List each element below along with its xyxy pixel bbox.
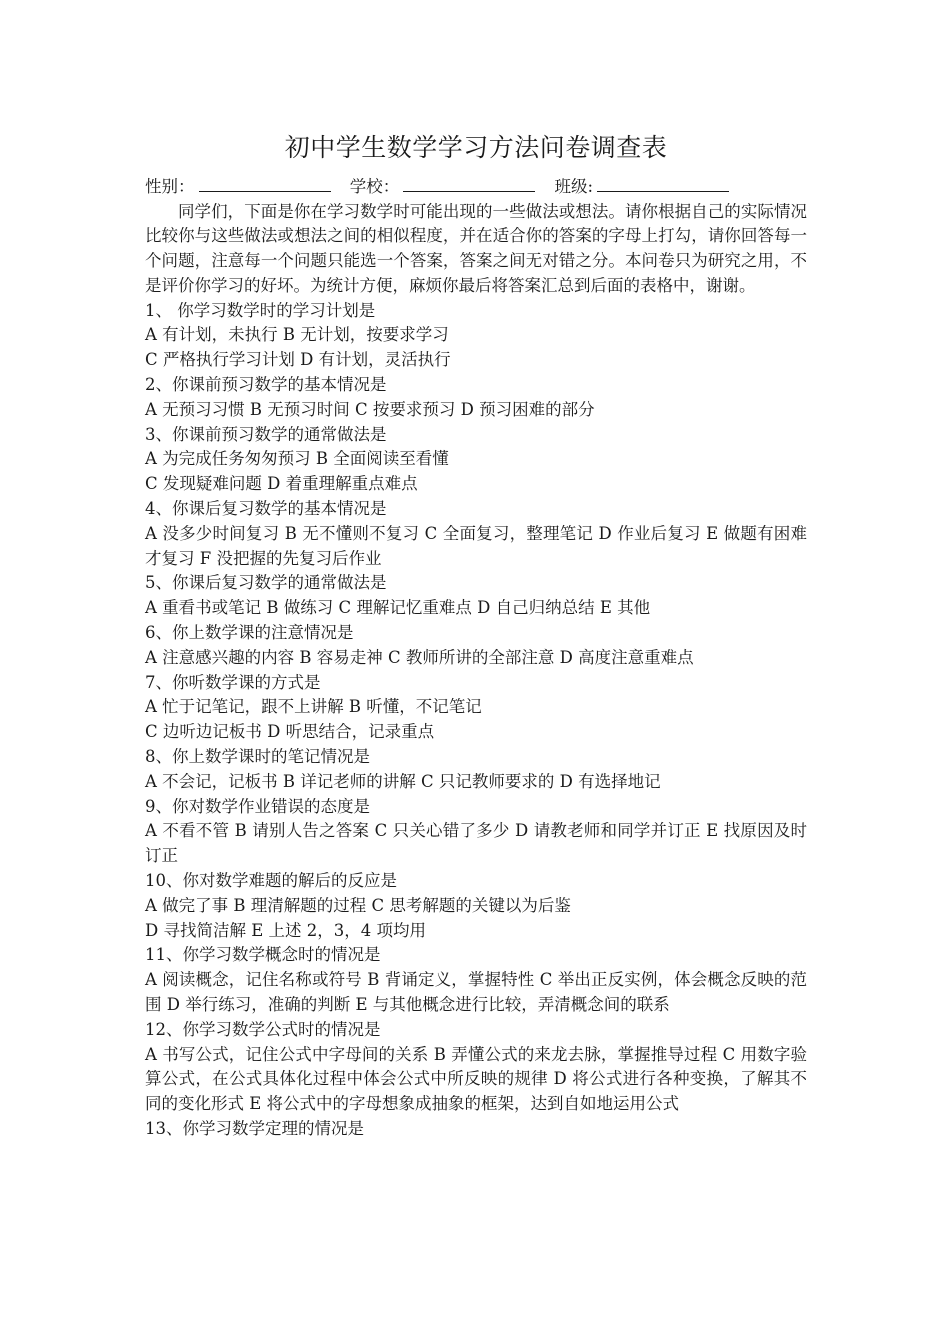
answer-options[interactable]: A 做完了事 B 理清解题的过程 C 思考解题的关键以为后鉴	[145, 895, 571, 915]
answer-options[interactable]: A 重看书或笔记 B 做练习 C 理解记忆重难点 D 自己归纳总结 E 其他	[145, 598, 651, 618]
gender-blank[interactable]	[199, 174, 331, 192]
question-list	[145, 299, 807, 1142]
question-text: 5、你课后复习数学的通常做法是	[145, 573, 387, 593]
question-text: 11、你学习数学概念时的情况是	[145, 945, 381, 965]
class-blank[interactable]	[597, 174, 729, 192]
school-blank[interactable]	[403, 174, 535, 192]
student-info-line	[145, 174, 807, 200]
school-label: 学校：	[349, 177, 400, 196]
answer-options[interactable]: C 严格执行学习计划 D 有计划，灵活执行	[145, 350, 451, 370]
question-text: 8、你上数学课时的笔记情况是	[145, 747, 370, 767]
answer-options[interactable]: C 边听边记板书 D 听思结合，记录重点	[145, 722, 435, 742]
question-text: 7、你听数学课的方式是	[145, 672, 321, 692]
answer-options[interactable]: A 忙于记笔记，跟不上讲解 B 听懂，不记笔记	[145, 697, 482, 717]
answer-options[interactable]: A 不看不管 B 请别人告之答案 C 只关心错了多少 D 请教老师和同学并订正 E 找原因及时订正	[145, 821, 807, 866]
answer-options[interactable]: A 为完成任务匆匆预习 B 全面阅读至看懂	[145, 449, 449, 469]
intro-paragraph: 同学们，下面是你在学习数学时可能出现的一些做法或想法。请你根据自己的实际情况比较你与这些做法或想法之间的相似程度，并在适合你的答案的字母上打勾，请你回答每一个问题，注意每一个问题只能选一个答案，答案之间无对错之分。本问卷只为研究之用，不是评价你学习的好坏。为统计方便，麻烦你最后将答案汇总到后面的表格中，谢谢。	[145, 201, 807, 295]
class-label: 班级:	[554, 177, 594, 196]
answer-options[interactable]: D 寻找简洁解 E 上述 2，3，4 项均用	[145, 920, 426, 940]
answer-options[interactable]: A 不会记，记板书 B 详记老师的讲解 C 只记教师要求的 D 有选择地记	[145, 771, 661, 791]
question-text: 3、你课前预习数学的通常做法是	[145, 424, 387, 444]
question-text: 13、你学习数学定理的情况是	[145, 1118, 364, 1138]
document-title: 初中学生数学学习方法问卷调查表	[284, 133, 668, 162]
answer-options[interactable]: C 发现疑难问题 D 着重理解重点难点	[145, 474, 418, 494]
answer-options[interactable]: A 注意感兴趣的内容 B 容易走神 C 教师所讲的全部注意 D 高度注意重难点	[145, 647, 694, 667]
question-text: 4、你课后复习数学的基本情况是	[145, 499, 387, 519]
answer-options[interactable]: A 无预习习惯 B 无预习时间 C 按要求预习 D 预习困难的部分	[145, 399, 595, 419]
answer-options[interactable]: A 有计划，未执行 B 无计划，按要求学习	[145, 325, 449, 345]
answer-options[interactable]: A 阅读概念，记住名称或符号 B 背诵定义，掌握特性 C 举出正反实例，体会概念反映的范围 D 举行练习，准确的判断 E 与其他概念进行比较，弄清概念间的联系	[145, 970, 807, 1014]
answer-options[interactable]: A 没多少时间复习 B 无不懂则不复习 C 全面复习，整理笔记 D 作业后复习 E 做题有困难才复习 F 没把握的先复习后作业	[145, 523, 807, 568]
question-text: 9、你对数学作业错误的态度是	[145, 796, 370, 816]
question-text: 6、你上数学课的注意情况是	[145, 623, 354, 643]
question-text: 1、 你学习数学时的学习计划是	[145, 300, 376, 320]
answer-options[interactable]: A 书写公式，记住公式中字母间的关系 B 弄懂公式的来龙去脉，掌握推导过程 C 用数字验算公式，在公式具体化过程中体会公式中所反映的规律 D 将公式进行各种变换，了解其不同的变化形式 E 将公式中的字母想象成抽象的框架，达到自如地运用公式	[145, 1044, 807, 1114]
question-text: 2、你课前预习数学的基本情况是	[145, 375, 387, 395]
question-text: 10、你对数学难题的解后的反应是	[145, 871, 397, 891]
questionnaire-page	[145, 128, 807, 1142]
question-text: 12、你学习数学公式时的情况是	[145, 1019, 381, 1039]
gender-label: 性别：	[145, 177, 195, 196]
